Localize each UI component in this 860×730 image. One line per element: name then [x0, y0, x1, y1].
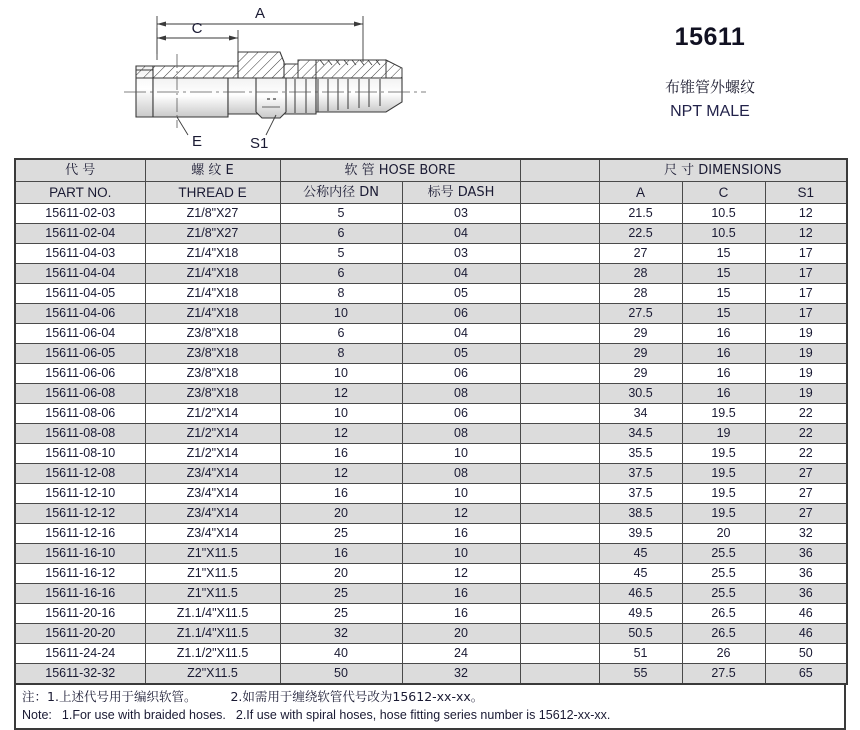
cell-s1: 12: [765, 224, 847, 244]
cell-c: 25.5: [682, 584, 765, 604]
cell-part-no: 15611-06-04: [15, 324, 145, 344]
cell-dn: 12: [280, 464, 402, 484]
cell-a: 55: [599, 664, 682, 685]
cell-s1: 65: [765, 664, 847, 685]
cell-part-no: 15611-04-05: [15, 284, 145, 304]
cell-blank: [520, 244, 599, 264]
cell-part-no: 15611-12-16: [15, 524, 145, 544]
cell-blank: [520, 484, 599, 504]
cell-blank: [520, 444, 599, 464]
note-cn-prefix: 注：: [22, 689, 48, 704]
cell-a: 51: [599, 644, 682, 664]
cell-thread: Z3/4"X14: [145, 484, 280, 504]
cell-a: 21.5: [599, 204, 682, 224]
cell-s1: 22: [765, 444, 847, 464]
specification-table: [14, 158, 848, 685]
cell-dash: 16: [402, 604, 520, 624]
cell-part-no: 15611-04-06: [15, 304, 145, 324]
notes-box: [14, 685, 846, 730]
cell-c: 15: [682, 244, 765, 264]
cell-blank: [520, 264, 599, 284]
cell-a: 28: [599, 284, 682, 304]
cell-c: 19.5: [682, 464, 765, 484]
cell-dash: 04: [402, 264, 520, 284]
cell-dash: 05: [402, 284, 520, 304]
cell-part-no: 15611-06-06: [15, 364, 145, 384]
cell-thread: Z1"X11.5: [145, 544, 280, 564]
cell-blank: [520, 564, 599, 584]
table-row: [15, 204, 847, 224]
title-block: [560, 24, 860, 123]
cell-a: 46.5: [599, 584, 682, 604]
cell-c: 16: [682, 344, 765, 364]
cell-s1: 17: [765, 284, 847, 304]
cell-c: 16: [682, 324, 765, 344]
cell-dn: 10: [280, 404, 402, 424]
cell-dash: 08: [402, 464, 520, 484]
cell-blank: [520, 424, 599, 444]
cell-dash: 06: [402, 364, 520, 384]
table-row: [15, 644, 847, 664]
cell-s1: 19: [765, 324, 847, 344]
cell-part-no: 15611-24-24: [15, 644, 145, 664]
note-en-prefix: Note:: [22, 708, 52, 722]
cell-dash: 10: [402, 484, 520, 504]
fitting-body: [136, 52, 402, 118]
cell-thread: Z1"X11.5: [145, 564, 280, 584]
cell-thread: Z1/2"X14: [145, 404, 280, 424]
cell-s1: 17: [765, 264, 847, 284]
cell-thread: Z3/4"X14: [145, 504, 280, 524]
cell-blank: [520, 584, 599, 604]
note-en-item-2: 2.If use with spiral hoses, hose fitting series number is 15612-xx-xx.: [235, 708, 611, 722]
dimension-label-e: E: [192, 133, 203, 150]
cell-part-no: 15611-32-32: [15, 664, 145, 685]
cell-dn: 8: [280, 284, 402, 304]
cell-part-no: 15611-12-08: [15, 464, 145, 484]
cell-part-no: 15611-02-03: [15, 204, 145, 224]
cell-dash: 12: [402, 504, 520, 524]
cell-dn: 10: [280, 304, 402, 324]
note-line-english: [22, 706, 838, 724]
cell-blank: [520, 644, 599, 664]
cell-dash: 10: [402, 444, 520, 464]
cell-c: 26.5: [682, 604, 765, 624]
cell-dash: 24: [402, 644, 520, 664]
cell-s1: 46: [765, 604, 847, 624]
table-body: [15, 204, 847, 685]
group-header-part-no: 代 号: [15, 159, 145, 182]
cell-a: 37.5: [599, 464, 682, 484]
cell-blank: [520, 504, 599, 524]
cell-blank: [520, 224, 599, 244]
cell-dash: 06: [402, 404, 520, 424]
cell-thread: Z3/8"X18: [145, 364, 280, 384]
cell-s1: 22: [765, 424, 847, 444]
cell-thread: Z1/4"X18: [145, 284, 280, 304]
cell-s1: 36: [765, 584, 847, 604]
cell-dn: 5: [280, 204, 402, 224]
table-row: [15, 484, 847, 504]
cell-c: 25.5: [682, 564, 765, 584]
cell-s1: 50: [765, 644, 847, 664]
cell-a: 35.5: [599, 444, 682, 464]
cell-thread: Z3/4"X14: [145, 524, 280, 544]
fitting-name-chinese: 布锥管外螺纹: [664, 77, 755, 96]
leader-lines: [177, 115, 276, 135]
cell-c: 15: [682, 264, 765, 284]
cell-part-no: 15611-20-20: [15, 624, 145, 644]
cell-dn: 6: [280, 264, 402, 284]
cell-blank: [520, 304, 599, 324]
cell-a: 29: [599, 364, 682, 384]
header-area: [0, 0, 860, 152]
cell-c: 19.5: [682, 504, 765, 524]
cell-c: 25.5: [682, 544, 765, 564]
cell-dash: 16: [402, 584, 520, 604]
cell-dn: 25: [280, 604, 402, 624]
cell-part-no: 15611-16-16: [15, 584, 145, 604]
cell-s1: 19: [765, 384, 847, 404]
cell-c: 16: [682, 384, 765, 404]
cell-dash: 08: [402, 384, 520, 404]
cell-thread: Z3/4"X14: [145, 464, 280, 484]
cell-a: 45: [599, 544, 682, 564]
specification-table-container: [14, 158, 846, 730]
cell-c: 10.5: [682, 204, 765, 224]
cell-part-no: 15611-08-06: [15, 404, 145, 424]
table-row: [15, 324, 847, 344]
cell-dash: 10: [402, 544, 520, 564]
cell-s1: 32: [765, 524, 847, 544]
cell-blank: [520, 284, 599, 304]
cell-part-no: 15611-06-08: [15, 384, 145, 404]
cell-a: 37.5: [599, 484, 682, 504]
cell-part-no: 15611-06-05: [15, 344, 145, 364]
cell-part-no: 15611-12-12: [15, 504, 145, 524]
column-header-part-no: PART NO.: [15, 182, 145, 204]
cell-part-no: 15611-04-04: [15, 264, 145, 284]
dimension-label-s1: S1: [250, 135, 269, 150]
dimension-label-c: C: [191, 20, 203, 37]
fitting-technical-drawing: [110, 2, 450, 150]
cell-dn: 20: [280, 504, 402, 524]
table-group-header-row: [15, 159, 847, 182]
cell-c: 26: [682, 644, 765, 664]
cell-blank: [520, 364, 599, 384]
cell-c: 26.5: [682, 624, 765, 644]
cell-blank: [520, 604, 599, 624]
note-cn-item-2: 2.如需用于缠绕软管代号改为15612-xx-xx。: [230, 689, 484, 704]
table-row: [15, 264, 847, 284]
column-header-thread: THREAD E: [145, 182, 280, 204]
table-row: [15, 224, 847, 244]
cell-thread: Z3/8"X18: [145, 384, 280, 404]
cell-dn: 20: [280, 564, 402, 584]
cell-dn: 5: [280, 244, 402, 264]
cell-dash: 03: [402, 204, 520, 224]
table-row: [15, 364, 847, 384]
cell-a: 28: [599, 264, 682, 284]
cell-part-no: 15611-04-03: [15, 244, 145, 264]
cell-a: 38.5: [599, 504, 682, 524]
cell-c: 20: [682, 524, 765, 544]
group-header-thread: 螺 纹 E: [145, 159, 280, 182]
cell-dn: 32: [280, 624, 402, 644]
cell-dn: 40: [280, 644, 402, 664]
column-header-dash: 标号 DASH: [402, 182, 520, 204]
cell-blank: [520, 204, 599, 224]
cell-c: 10.5: [682, 224, 765, 244]
cell-part-no: 15611-16-10: [15, 544, 145, 564]
cell-dash: 12: [402, 564, 520, 584]
cell-dn: 25: [280, 524, 402, 544]
cell-dn: 16: [280, 484, 402, 504]
cell-a: 27.5: [599, 304, 682, 324]
cell-c: 19.5: [682, 484, 765, 504]
cell-c: 19.5: [682, 444, 765, 464]
table-column-header-row: [15, 182, 847, 204]
cell-part-no: 15611-08-10: [15, 444, 145, 464]
table-row: [15, 604, 847, 624]
cell-a: 34.5: [599, 424, 682, 444]
cell-dash: 20: [402, 624, 520, 644]
cell-part-no: 15611-02-04: [15, 224, 145, 244]
cell-s1: 27: [765, 464, 847, 484]
cell-dn: 8: [280, 344, 402, 364]
cell-s1: 19: [765, 344, 847, 364]
cell-a: 29: [599, 344, 682, 364]
cell-thread: Z3/8"X18: [145, 324, 280, 344]
cell-blank: [520, 524, 599, 544]
page-title-part-number: 15611: [674, 23, 746, 51]
cell-dn: 16: [280, 544, 402, 564]
cell-blank: [520, 464, 599, 484]
cell-thread: Z3/8"X18: [145, 344, 280, 364]
cell-c: 15: [682, 304, 765, 324]
cell-dn: 6: [280, 224, 402, 244]
column-header-dn: 公称内径 DN: [280, 182, 402, 204]
cell-dash: 03: [402, 244, 520, 264]
cell-c: 15: [682, 284, 765, 304]
cell-s1: 36: [765, 564, 847, 584]
cell-thread: Z1/2"X14: [145, 444, 280, 464]
cell-dash: 06: [402, 304, 520, 324]
cell-a: 34: [599, 404, 682, 424]
cell-c: 16: [682, 364, 765, 384]
cell-a: 49.5: [599, 604, 682, 624]
cell-blank: [520, 344, 599, 364]
cell-part-no: 15611-16-12: [15, 564, 145, 584]
table-header: [15, 159, 847, 204]
note-line-chinese: [22, 688, 838, 706]
cell-thread: Z2"X11.5: [145, 664, 280, 685]
table-row: [15, 544, 847, 564]
cell-s1: 12: [765, 204, 847, 224]
table-row: [15, 524, 847, 544]
column-header-blank: [520, 182, 599, 204]
table-row: [15, 424, 847, 444]
table-row: [15, 624, 847, 644]
column-header-a: A: [599, 182, 682, 204]
cell-blank: [520, 544, 599, 564]
note-cn-item-1: 1.上述代号用于编织软管。: [47, 689, 197, 704]
cell-thread: Z1/2"X14: [145, 424, 280, 444]
cell-dn: 12: [280, 384, 402, 404]
cell-dn: 10: [280, 364, 402, 384]
cell-s1: 22: [765, 404, 847, 424]
cell-thread: Z1.1/2"X11.5: [145, 644, 280, 664]
table-row: [15, 584, 847, 604]
cell-a: 29: [599, 324, 682, 344]
cell-a: 27: [599, 244, 682, 264]
cell-thread: Z1"X11.5: [145, 584, 280, 604]
cell-blank: [520, 324, 599, 344]
cell-thread: Z1/4"X18: [145, 264, 280, 284]
cell-dash: 16: [402, 524, 520, 544]
group-header-blank: [520, 159, 599, 182]
cell-blank: [520, 404, 599, 424]
cell-dash: 04: [402, 324, 520, 344]
cell-a: 30.5: [599, 384, 682, 404]
column-header-c: C: [682, 182, 765, 204]
cell-blank: [520, 384, 599, 404]
table-row: [15, 404, 847, 424]
group-header-dimensions: 尺 寸 DIMENSIONS: [599, 159, 847, 182]
group-header-hose-bore: 软 管 HOSE BORE: [280, 159, 520, 182]
table-row: [15, 244, 847, 264]
table-row: [15, 504, 847, 524]
column-header-s1: S1: [765, 182, 847, 204]
cell-thread: Z1.1/4"X11.5: [145, 624, 280, 644]
cell-s1: 27: [765, 484, 847, 504]
cell-dash: 32: [402, 664, 520, 685]
cell-thread: Z1/8"X27: [145, 204, 280, 224]
table-row: [15, 464, 847, 484]
cell-dn: 16: [280, 444, 402, 464]
cell-dash: 04: [402, 224, 520, 244]
cell-part-no: 15611-12-10: [15, 484, 145, 504]
fitting-name-english: NPT MALE: [670, 103, 750, 120]
cell-blank: [520, 624, 599, 644]
cell-thread: Z1.1/4"X11.5: [145, 604, 280, 624]
table-row: [15, 384, 847, 404]
cell-c: 19.5: [682, 404, 765, 424]
cell-thread: Z1/8"X27: [145, 224, 280, 244]
cell-c: 27.5: [682, 664, 765, 685]
cell-s1: 19: [765, 364, 847, 384]
cell-a: 22.5: [599, 224, 682, 244]
cell-a: 50.5: [599, 624, 682, 644]
cell-part-no: 15611-20-16: [15, 604, 145, 624]
cell-a: 39.5: [599, 524, 682, 544]
cell-s1: 27: [765, 504, 847, 524]
cell-dash: 08: [402, 424, 520, 444]
cell-dn: 12: [280, 424, 402, 444]
note-en-item-1: 1.For use with braided hoses.: [61, 708, 226, 722]
table-row: [15, 564, 847, 584]
cell-thread: Z1/4"X18: [145, 304, 280, 324]
table-row: [15, 444, 847, 464]
cell-dash: 05: [402, 344, 520, 364]
cell-a: 45: [599, 564, 682, 584]
cell-dn: 50: [280, 664, 402, 685]
cell-part-no: 15611-08-08: [15, 424, 145, 444]
table-row: [15, 304, 847, 324]
cell-s1: 46: [765, 624, 847, 644]
cell-dn: 25: [280, 584, 402, 604]
cell-s1: 17: [765, 244, 847, 264]
cell-s1: 17: [765, 304, 847, 324]
dimension-label-a: A: [254, 5, 266, 22]
table-row: [15, 284, 847, 304]
cell-dn: 6: [280, 324, 402, 344]
table-row: [15, 344, 847, 364]
cell-thread: Z1/4"X18: [145, 244, 280, 264]
cell-s1: 36: [765, 544, 847, 564]
cell-c: 19: [682, 424, 765, 444]
